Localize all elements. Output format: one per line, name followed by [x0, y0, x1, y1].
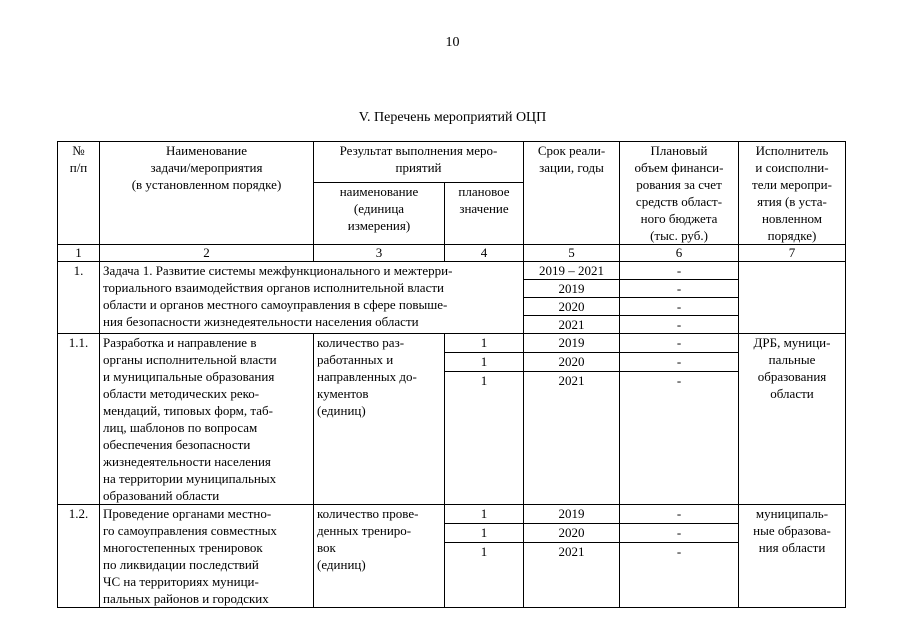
value-cell: 1: [445, 353, 524, 372]
funding-cell: -: [620, 334, 739, 353]
header-term: Срок реали- зации, годы: [524, 142, 620, 245]
table-row: [58, 262, 846, 280]
value-cell: 1: [445, 505, 524, 524]
value-cell: 1: [445, 372, 524, 505]
column-number: 3: [314, 245, 445, 262]
result-name: количество раз- работанных и направленных до- кументов (единиц): [314, 334, 445, 505]
year-cell: 2019: [524, 280, 620, 298]
year-cell: 2019: [524, 334, 620, 353]
measures-table: [57, 141, 846, 608]
year-cell: 2020: [524, 298, 620, 316]
year-cell: 2020: [524, 524, 620, 543]
header-result: Результат выполнения меро- приятий: [314, 142, 524, 183]
column-number-row: [58, 245, 846, 262]
page-number: 10: [445, 35, 460, 50]
funding-cell: -: [620, 524, 739, 543]
column-number: 5: [524, 245, 620, 262]
column-number: 2: [100, 245, 314, 262]
value-cell: 1: [445, 543, 524, 608]
column-number: 1: [58, 245, 100, 262]
funding-cell: -: [620, 353, 739, 372]
header-result-name: наименование (единица измерения): [314, 183, 445, 245]
executor-cell: ДРБ, муници- пальные образования области: [739, 334, 846, 505]
funding-cell: -: [620, 543, 739, 608]
funding-cell: -: [620, 280, 739, 298]
column-number: 7: [739, 245, 846, 262]
header-result-value: плановое значение: [445, 183, 524, 245]
year-cell: 2021: [524, 372, 620, 505]
header-num: № п/п: [58, 142, 100, 245]
year-cell: 2019 – 2021: [524, 262, 620, 280]
table-header-row: [58, 142, 846, 183]
year-cell: 2021: [524, 543, 620, 608]
section-title: V. Перечень мероприятий ОЦП: [358, 110, 547, 125]
executor-cell: муниципаль- ные образова- ния области: [739, 505, 846, 608]
column-number: 4: [445, 245, 524, 262]
measure-name: Разработка и направление в органы исполнительной власти и муниципальные образования области методических реко- мендаций, типовых форм, таб- лиц, шаблонов по вопросам обеспечения безопасности жизнедеятельности населения на территории муниципальных образований области: [100, 334, 314, 505]
header-name: Наименование задачи/мероприятия (в установленном порядке): [100, 142, 314, 245]
task-text: Задача 1. Развитие системы межфункционального и межтерри- ториального взаимодействия органов исполнительной власти области и органов местного самоуправления в сфере повыше- ния безопасности жизнедеятельности населения области: [100, 262, 524, 334]
result-name: количество прове- денных трениро- вок (единиц): [314, 505, 445, 608]
funding-cell: -: [620, 505, 739, 524]
table-row: [58, 505, 846, 524]
funding-cell: -: [620, 298, 739, 316]
header-executor: Исполнитель и соисполни- тели меропри- ятия (в уста- новленном порядке): [739, 142, 846, 245]
header-funding: Плановый объем финанси- рования за счет средств област- ного бюджета (тыс. руб.): [620, 142, 739, 245]
executor-cell: [739, 262, 846, 334]
funding-cell: -: [620, 316, 739, 334]
row-num: 1.: [58, 262, 100, 334]
value-cell: 1: [445, 524, 524, 543]
funding-cell: -: [620, 262, 739, 280]
row-num: 1.2.: [58, 505, 100, 608]
year-cell: 2020: [524, 353, 620, 372]
year-cell: 2021: [524, 316, 620, 334]
value-cell: 1: [445, 334, 524, 353]
year-cell: 2019: [524, 505, 620, 524]
row-num: 1.1.: [58, 334, 100, 505]
table-row: [58, 334, 846, 353]
funding-cell: -: [620, 372, 739, 505]
measure-name: Проведение органами местно- го самоуправления совместных многостепенных тренировок по ликвидации последствий ЧС на территориях муници- пальных районов и городских: [100, 505, 314, 608]
column-number: 6: [620, 245, 739, 262]
